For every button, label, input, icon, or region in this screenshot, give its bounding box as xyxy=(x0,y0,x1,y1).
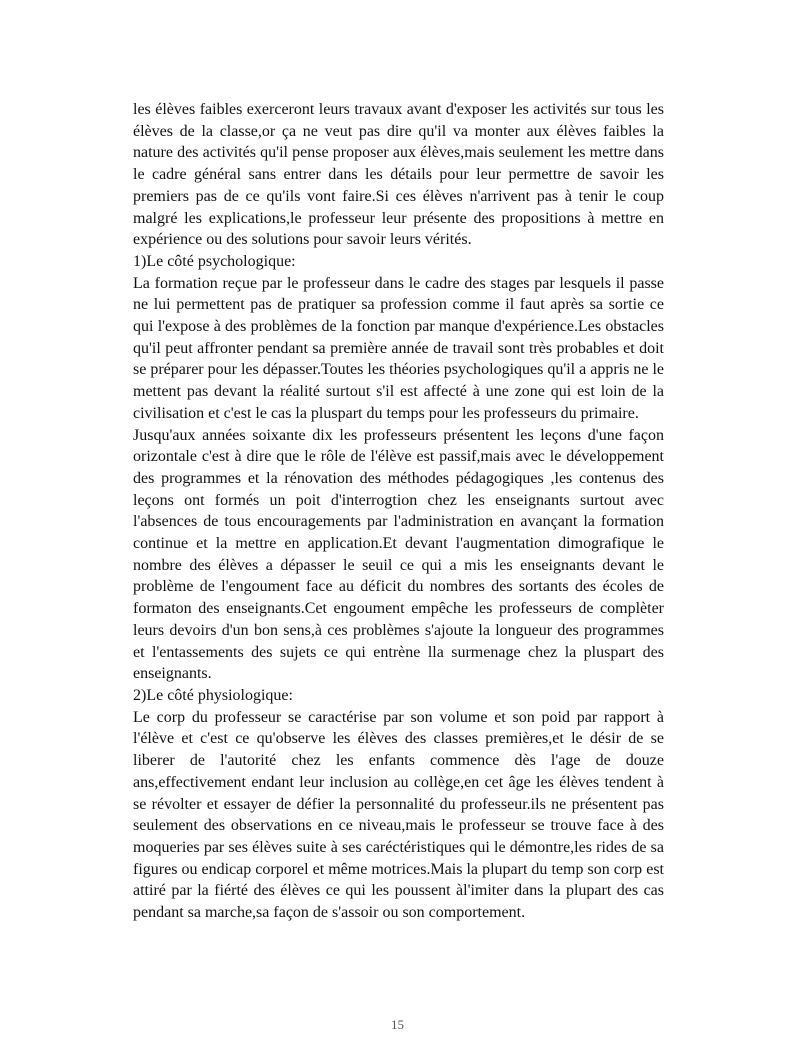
paragraph-physiological: Le corp du professeur se caractérise par son volume et son poid par rapport à l'élève et c'est ce qu'observe les élèves des classes premières,et le désir de se liberer de l'autorité chez les enfants commence dès l'age de douze ans,effectivement endant leur inclusion au collège,en cet âge les élèves tendent à se révolter et essayer de défier la personnalité du professeur.ils ne présentent pas seulement des observations en ce niveau,mais le professeur se trouve face à des moqueries par ses élèves suite à ses caréctéristiques qui le démontre,les rides de sa figures ou endicap corporel et même motrices.Mais la plupart du temp son corp est attiré par la fiérté des élèves ce qui les poussent àl'imiter dans la plupart des cas pendant sa marche,sa façon de s'assoir ou son comportement. xyxy=(133,708,664,922)
section-heading-psychological: 1)Le côté psychologique: xyxy=(133,252,296,270)
paragraph-psychological-training: La formation reçue par le professeur dans le cadre des stages par lesquels il passe ne lui permettent pas de pratiquer sa profession comme il faut après sa sortie ce qui l'expose à des problèmes de la fonction par manque d'expérience.Les obstacles qu'il peut affronter pendant sa première année de travail sont très probables et doit se préparer pour les dépasser.Toutes les théories psychologiques qu'il a appris ne le mettent pas devant la réalité surtout s'il est affecté à une zone qui est loin de la civilisation et c'est le cas la pluspart du temps pour les professeurs du primaire. xyxy=(133,274,664,422)
paragraph-intro-continuation: les élèves faibles exerceront leurs travaux avant d'exposer les activités sur tous les élèves de la classe,or ça ne veut pas dire qu'il va monter aux élèves faibles la nature des activités qu'il pense proposer aux élèves,mais seulement les mettre dans le cadre général sans entrer dans les détails pour leur permettre de savoir les premiers pas de ce qu'ils vont faire.Si ces élèves n'arrivent pas à tenir le coup malgré les explications,le professeur leur présente des propositions à mettre en expérience ou des solutions pour savoir leurs vérités. xyxy=(133,101,664,249)
section-heading-physiological: 2)Le côté physiologique: xyxy=(133,686,293,704)
paragraph-psychological-history: Jusqu'aux années soixante dix les professeurs présentent les leçons d'une façon orizontale c'est à dire que le rôle de l'élève est passif,mais avec le développement des programmes et la rénovation des méthodes pédagogiques ,les contenus des leçons ont formés un poit d'interrogtion chez les enseignants surtout avec l'absences de tous encouragements par l'administration en avançant la formation continue et la mettre en application.Et devant l'augmentation dimografique le nombre des élèves a dépasser le seuil ce qui a mis les enseignants devant le problème de l'engoument face au déficit du nombres des sortants des écoles de formaton des enseignants.Cet engoument empêche les professeurs de complèter leurs devoirs d'un bon sens,à ces problèmes s'ajoute la longueur des programmes et l'entassements des sujets ce qui entrène lla surmenage chez la pluspart des enseignants. xyxy=(133,426,664,683)
page-number: 15 xyxy=(391,1017,404,1032)
body-text xyxy=(133,99,664,924)
